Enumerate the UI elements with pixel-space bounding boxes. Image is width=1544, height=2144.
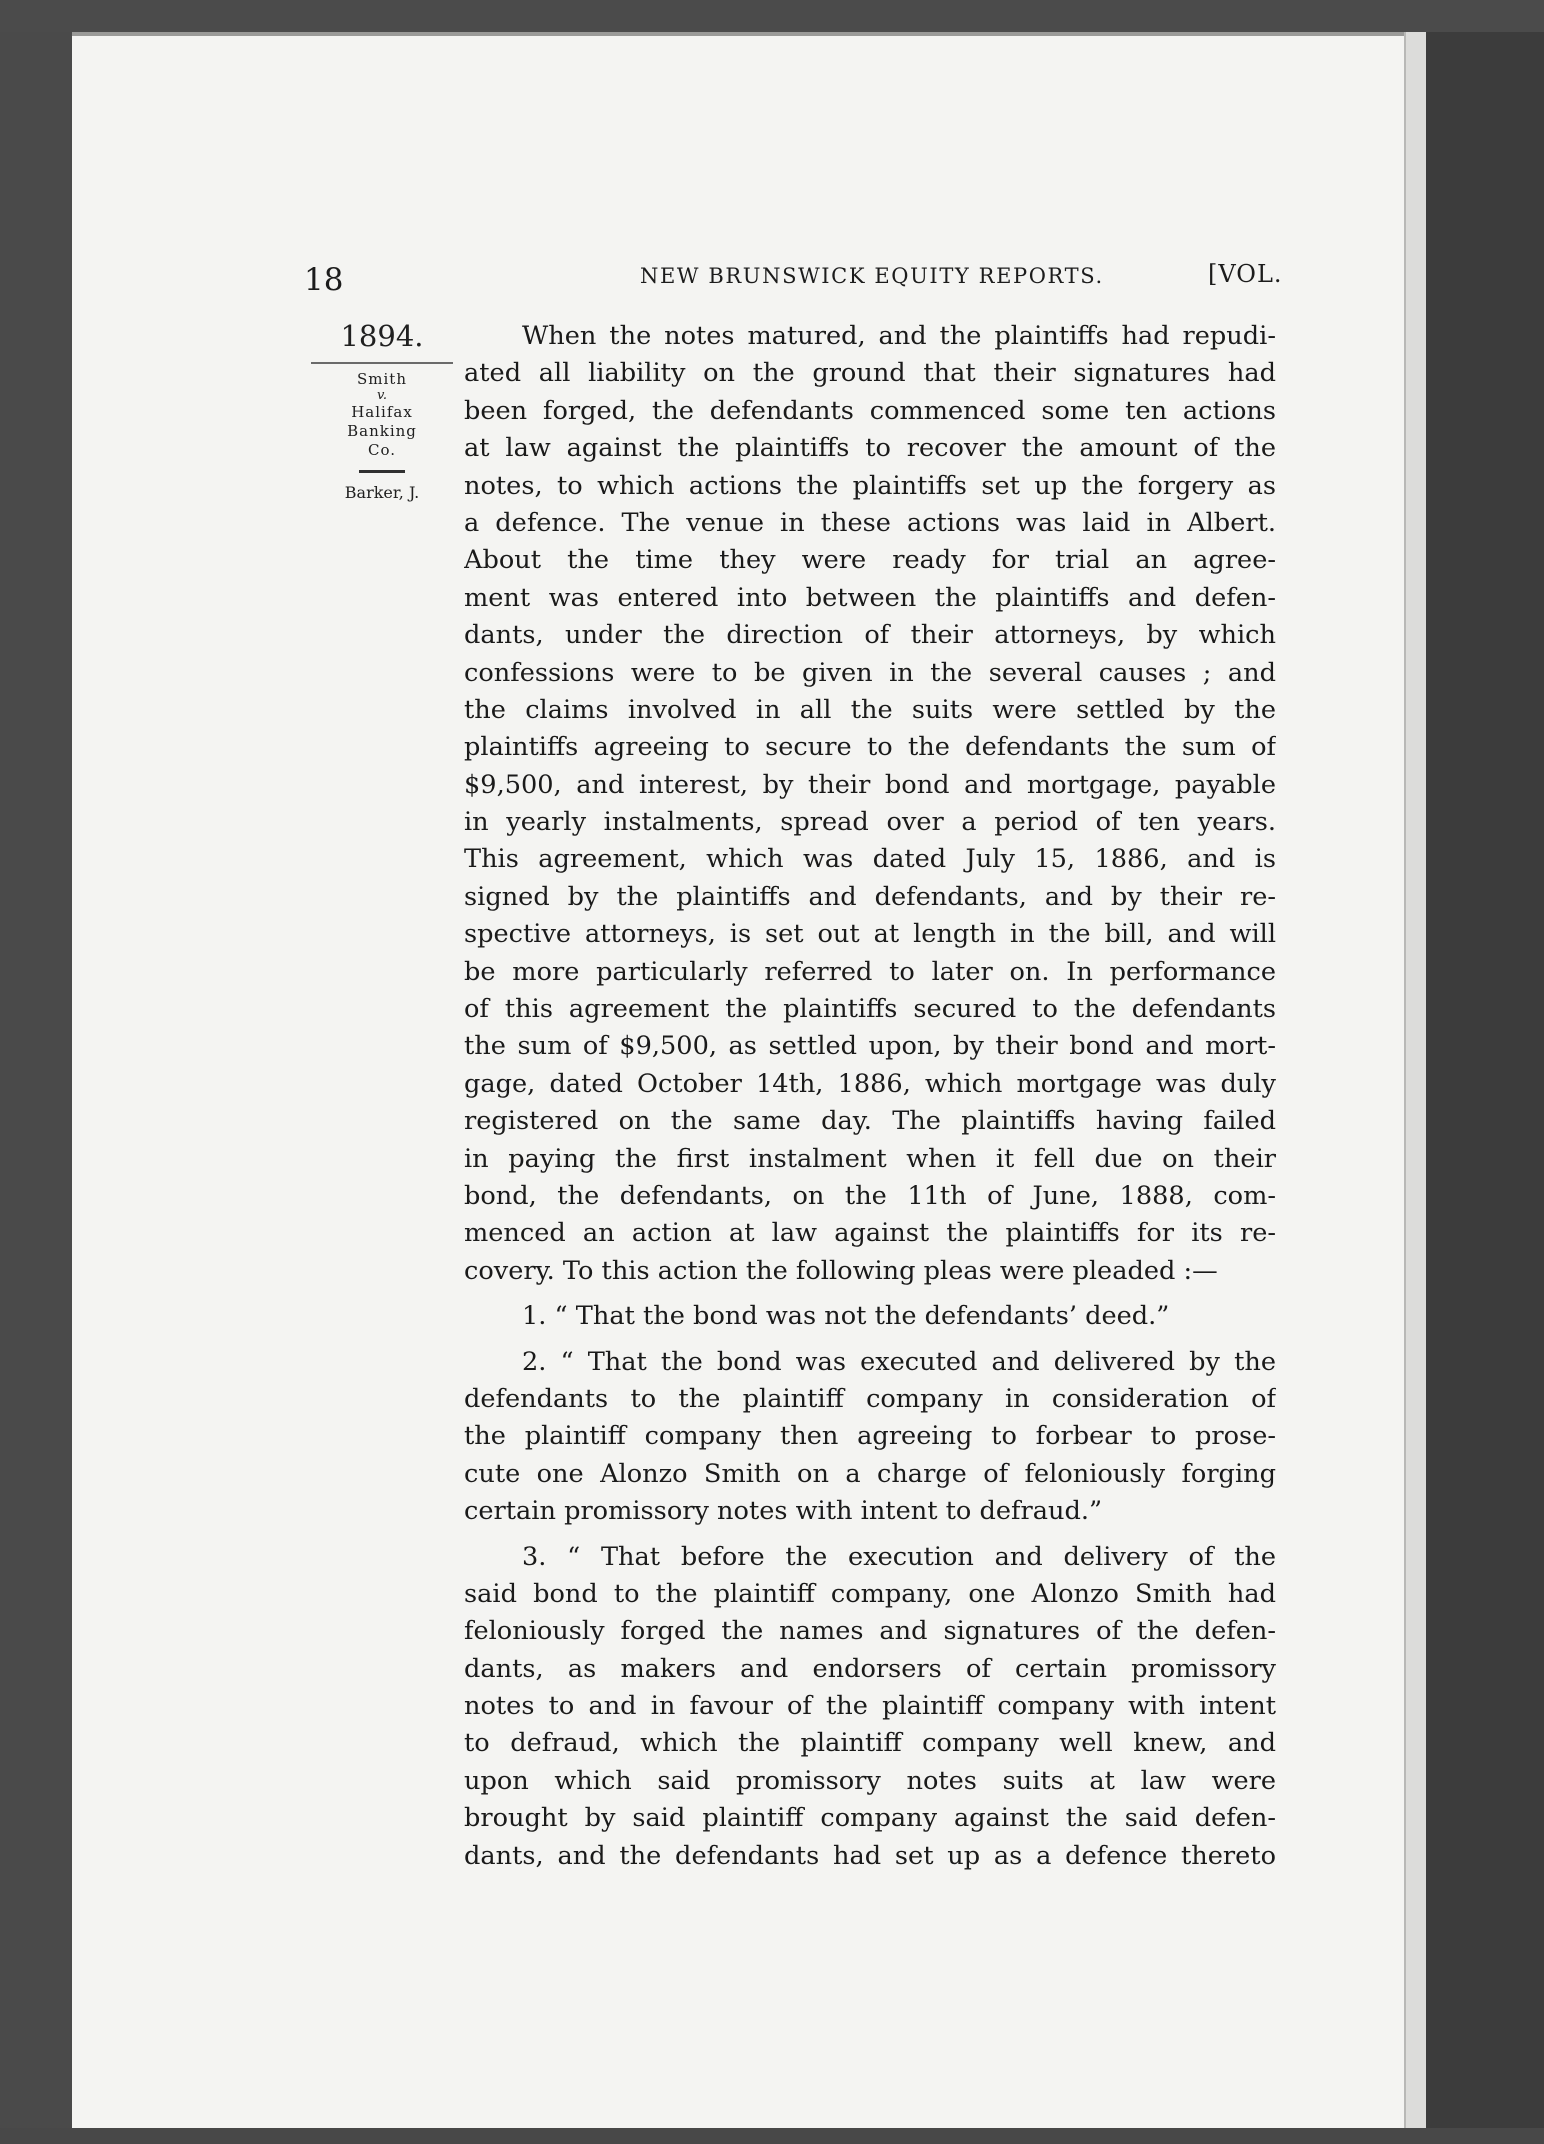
text-line: $9,500, and interest, by their bond and mortgage, payable (464, 769, 1276, 800)
paper-top-edge (72, 32, 1404, 36)
text-line: spective attorneys, is set out at length in the bill, and will (464, 919, 1276, 950)
text-line: notes, to which actions the plaintiffs set up the forgery as (464, 470, 1276, 501)
text-line: defendants to the plaintiff company in consideration of (464, 1383, 1276, 1414)
paragraph-gap (464, 1531, 1276, 1539)
text-line: About the time they were ready for trial an agree- (464, 545, 1276, 576)
paragraph-gap (464, 1290, 1276, 1298)
text-line: be more particularly referred to later on. In performance (464, 956, 1276, 987)
text-line: upon which said promissory notes suits at law were (464, 1765, 1276, 1796)
margin-case-party-2c: Co. (367, 441, 396, 459)
text-line: brought by said plaintiff company against the said defen- (464, 1803, 1276, 1834)
text-line: registered on the same day. The plaintiffs having failed (464, 1106, 1276, 1137)
text-line: certain promissory notes with intent to defraud.” (464, 1496, 1103, 1527)
text-line: said bond to the plaintiff company, one Alonzo Smith had (464, 1578, 1276, 1609)
text-line: the claims involved in all the suits were settled by the (464, 694, 1276, 725)
text-line: been forged, the defendants commenced some ten actions (464, 395, 1276, 426)
margin-case-party-2b: Banking (347, 422, 417, 440)
text-line: dants, as makers and endorsers of certain promissory (464, 1653, 1276, 1684)
paragraph-gap (464, 1336, 1276, 1344)
plea-2 (464, 1344, 1276, 1531)
page-edge-strip (1404, 32, 1428, 2128)
text-line: confessions were to be given in the several causes ; and (464, 657, 1276, 688)
text-line: the plaintiff company then agreeing to forbear to prose- (464, 1421, 1276, 1452)
margin-case-versus: v. (377, 388, 387, 403)
text-line: cute one Alonzo Smith on a charge of feloniously forging (464, 1458, 1276, 1489)
text-line: gage, dated October 14th, 1886, which mortgage was duly (464, 1068, 1276, 1099)
text-line: a defence. The venue in these actions was laid in Albert. (464, 507, 1276, 538)
scanner-top-border (0, 0, 1544, 32)
text-line: of this agreement the plaintiffs secured to the defendants (464, 994, 1276, 1025)
text-line: ment was entered into between the plaintiffs and defen- (464, 582, 1276, 613)
plea-3 (464, 1539, 1276, 1876)
text-line: signed by the plaintiffs and defendants, and by their re- (464, 881, 1276, 912)
scanner-bottom-border (0, 2128, 1544, 2144)
text-line: dants, under the direction of their attorneys, by which (464, 620, 1276, 651)
text-line: plaintiffs agreeing to secure to the defendants the sum of (464, 732, 1276, 763)
text-line: When the notes matured, and the plaintiffs had repudi- (522, 321, 1276, 351)
text-line: feloniously forged the names and signatures of the defen- (464, 1616, 1276, 1647)
page-number: 18 (304, 262, 344, 298)
text-line: 1. “ That the bond was not the defendants’ deed.” (522, 1301, 1170, 1332)
text-line: in paying the first instalment when it fell due on their (464, 1143, 1276, 1174)
text-line: at law against the plaintiffs to recover the amount of the (464, 433, 1276, 464)
volume-label: [VOL. (1208, 260, 1283, 288)
margin-note (308, 318, 456, 503)
text-line: bond, the defendants, on the 11th of June, 1888, com- (464, 1180, 1276, 1211)
margin-year: 1894. (340, 319, 424, 353)
text-line: dants, and the defendants had set up as a defence thereto (464, 1840, 1276, 1871)
margin-rule (311, 362, 453, 364)
text-line: ated all liability on the ground that their signatures had (464, 358, 1276, 389)
running-title: NEW BRUNSWICK EQUITY REPORTS. (640, 264, 1104, 288)
plea-1 (464, 1298, 1276, 1335)
text-line: menced an action at law against the plaintiffs for its re- (464, 1218, 1276, 1249)
margin-case-party-2a: Halifax (351, 403, 413, 421)
margin-case-party-1: Smith (357, 370, 407, 388)
text-line: 3. “ That before the execution and delivery of the (522, 1541, 1276, 1572)
text-line: the sum of $9,500, as settled upon, by their bond and mort- (464, 1031, 1276, 1062)
text-line: in yearly instalments, spread over a period of ten years. (464, 807, 1276, 838)
margin-judge: Barker, J. (344, 483, 420, 502)
text-line: This agreement, which was dated July 15, 1886, and is (464, 844, 1276, 875)
margin-short-rule (359, 470, 405, 473)
text-line: covery. To this action the following pleas were pleaded :— (464, 1255, 1218, 1286)
text-line: 2. “ That the bond was executed and delivered by the (522, 1346, 1276, 1377)
paragraph-1 (464, 318, 1276, 1290)
text-line: to defraud, which the plaintiff company well knew, and (464, 1728, 1276, 1759)
body-text (464, 318, 1276, 1875)
text-line: notes to and in favour of the plaintiff company with intent (464, 1691, 1276, 1722)
scanner-right-border (1426, 32, 1544, 2128)
